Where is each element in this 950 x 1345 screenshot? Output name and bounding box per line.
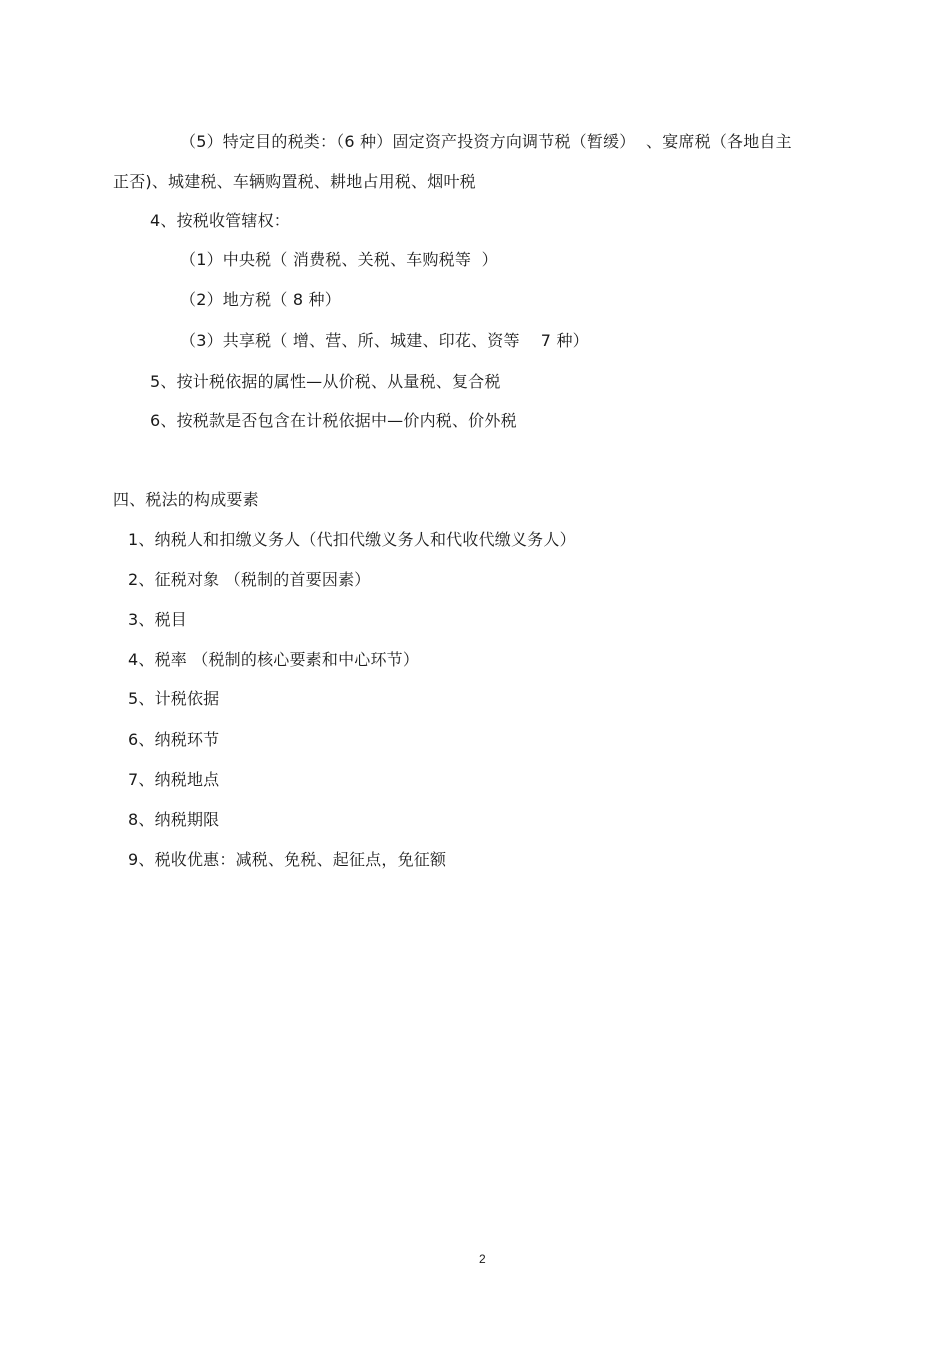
element-item-8: 8、纳税期限 <box>128 810 220 829</box>
item-4-sub-3: （3）共享税（ 增、营、所、城建、印花、资等 7 种） <box>180 331 589 350</box>
element-item-2: 2、征税对象 （税制的首要因素） <box>128 570 371 589</box>
item-4-sub-2: （2）地方税（ 8 种） <box>180 290 341 309</box>
item-6: 6、按税款是否包含在计税依据中—价内税、价外税 <box>150 411 517 430</box>
para-5-line-2: 正否)、城建税、车辆购置税、耕地占用税、烟叶税 <box>113 172 476 191</box>
element-item-5: 5、计税依据 <box>128 689 220 708</box>
element-item-4: 4、税率 （税制的核心要素和中心环节） <box>128 650 420 669</box>
element-item-6: 6、纳税环节 <box>128 730 220 749</box>
para-5-line-1: （5）特定目的税类：（6 种）固定资产投资方向调节税（暂缓） 、宴席税（各地自主 <box>180 132 792 151</box>
item-5: 5、按计税依据的属性—从价税、从量税、复合税 <box>150 372 501 391</box>
page-number: 2 <box>479 1252 486 1266</box>
item-4-heading: 4、按税收管辖权： <box>150 211 290 230</box>
item-4-sub-1: （1）中央税（ 消费税、关税、车购税等 ） <box>180 250 498 269</box>
section-title: 四、税法的构成要素 <box>113 490 259 509</box>
element-item-9: 9、税收优惠：减税、免税、起征点，免征额 <box>128 850 447 869</box>
element-item-1: 1、纳税人和扣缴义务人（代扣代缴义务人和代收代缴义务人） <box>128 530 576 549</box>
element-item-7: 7、纳税地点 <box>128 770 220 789</box>
element-item-3: 3、税目 <box>128 610 187 629</box>
